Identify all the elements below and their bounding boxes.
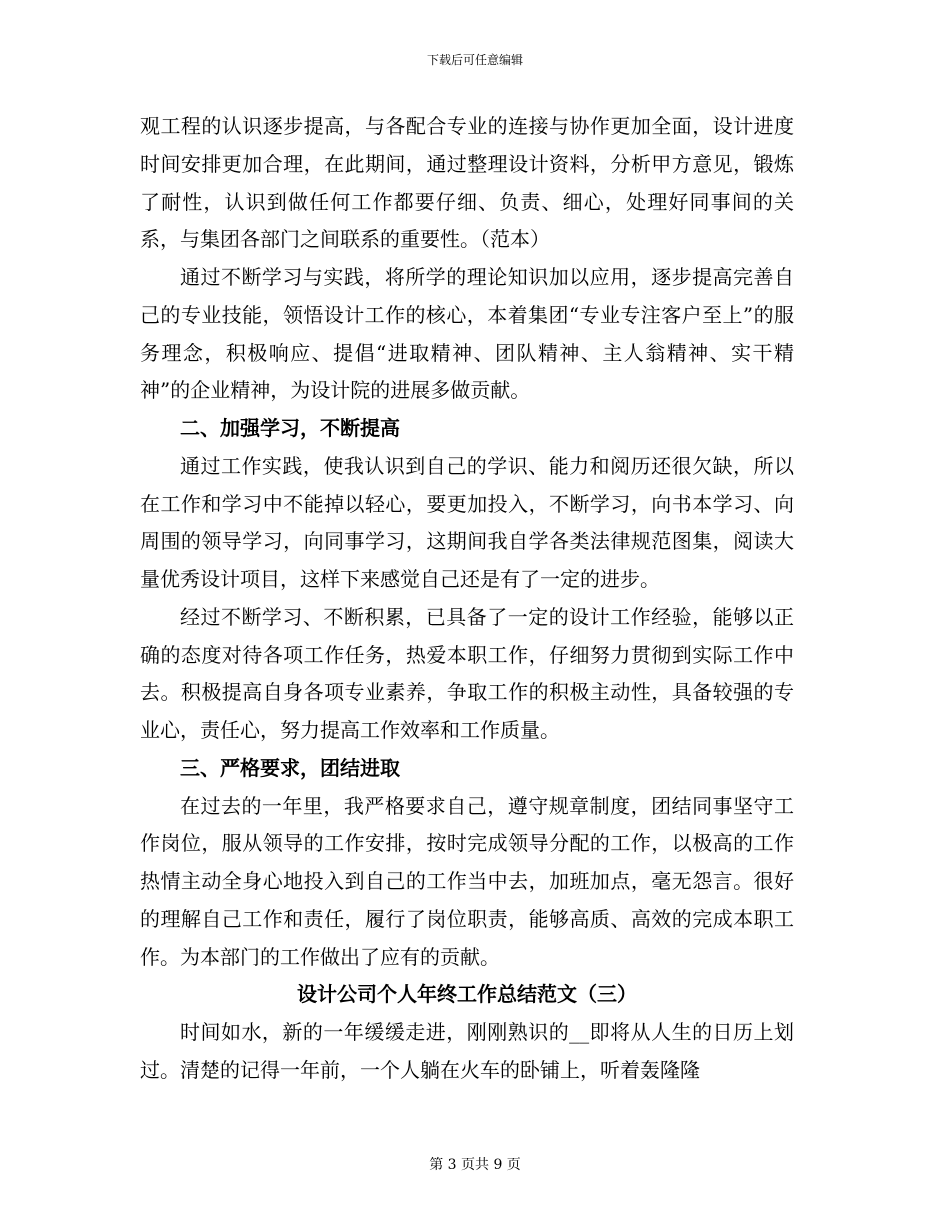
paragraph: 经过不断学习、不断积累，已具备了一定的设计工作经验，能够以正确的态度对待各项工作任务，热爱本职工作，仔细努力贯彻到实际工作中去。积极提高自身各项专业素养，争取工作的积极主动性，具备较强的专业心，责任心，努力提高工作效率和工作质量。	[140, 604, 794, 742]
paragraph: 观工程的认识逐步提高，与各配合专业的连接与协作更加全面，设计进度时间安排更加合理，在此期间，通过整理设计资料，分析甲方意见，锻炼了耐性，认识到做任何工作都要仔细、负责、细心，处理好同事间的关系，与集团各部门之间联系的重要性。（范本）	[140, 114, 794, 252]
paragraph: 通过不断学习与实践，将所学的理论知识加以应用，逐步提高完善自己的专业技能，领悟设计工作的核心，本着集团“专业专注客户至上”的服务理念，积极响应、提倡“进取精神、团队精神、主人翁精神、实干精神”的企业精神，为设计院的进展多做贡献。	[140, 265, 794, 403]
document-body	[140, 108, 794, 1090]
paragraph: 时间如水，新的一年缓缓走进，刚刚熟识的__即将从人生的日历上划过。清楚的记得一年前，一个人躺在火车的卧铺上，听着轰隆隆	[140, 1020, 794, 1082]
page-footer: 第 3 页共 9 页	[429, 1157, 521, 1173]
page-header: 下载后可任意编辑	[426, 53, 523, 67]
document-title: 设计公司个人年终工作总结范文（三）	[297, 982, 637, 1007]
paragraph: 在过去的一年里，我严格要求自己，遵守规章制度，团结同事坚守工作岗位，服从领导的工作安排，按时完成领导分配的工作，以极高的工作热情主动全身心地投入到自己的工作当中去，加班加点，毫无怨言。很好的理解自己工作和责任，履行了岗位职责，能够高质、高效的完成本职工作。为本部门的工作做出了应有的贡献。	[140, 793, 794, 969]
paragraph: 通过工作实践，使我认识到自己的学识、能力和阅历还很欠缺，所以在工作和学习中不能掉以轻心，要更加投入，不断学习，向书本学习、向周围的领导学习，向同事学习，这期间我自学各类法律规范图集，阅读大量优秀设计项目，这样下来感觉自己还是有了一定的进步。	[140, 453, 794, 591]
section-heading: 三、严格要求，团结进取	[180, 755, 400, 780]
section-heading: 二、加强学习，不断提高	[180, 416, 400, 440]
